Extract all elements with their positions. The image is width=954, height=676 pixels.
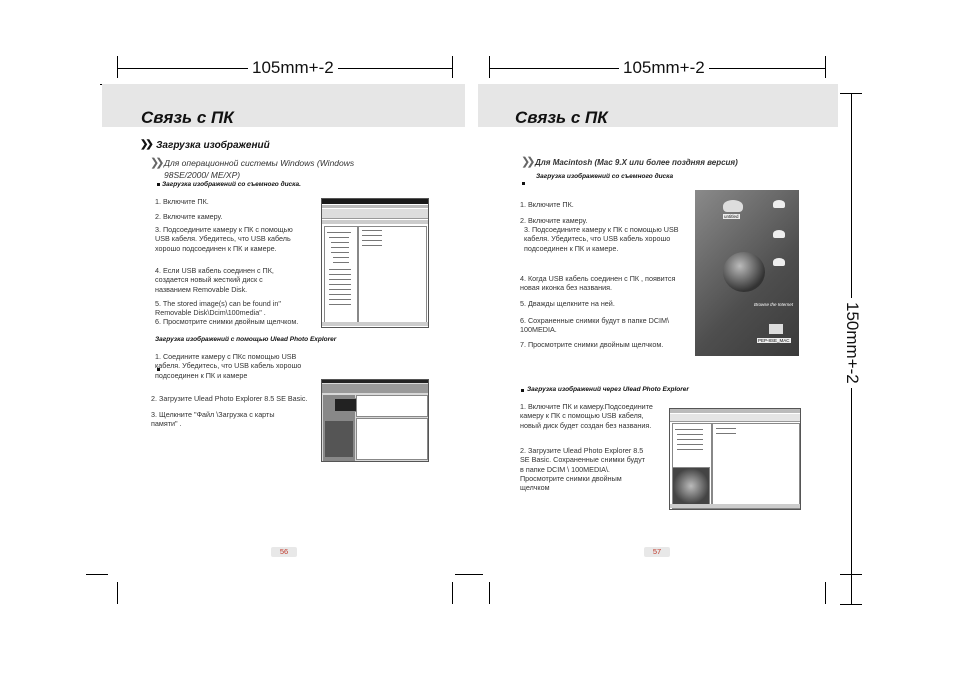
crop-mark — [489, 582, 490, 604]
left-section-heading: Загрузка изображений — [156, 140, 270, 151]
right-step-2: 2. Включите камеру. — [520, 216, 588, 225]
left-ulead-step-2: 2. Загрузите Ulead Photo Explorer 8.5 SE Basic. — [151, 394, 308, 403]
bullet-icon — [522, 182, 525, 185]
crop-mark — [86, 574, 108, 575]
windows-heading: Для операционной системы Windows (Windows 98SE/2000/ ME/XP) — [164, 158, 355, 180]
left-dimension-tick-l — [117, 56, 118, 78]
mac-disk-label: untitled — [724, 214, 739, 219]
right-step-5: 5. Дважды щелкните на ней. — [520, 299, 615, 308]
mac-chevron-icon: ❯❯ — [521, 156, 532, 168]
right-step-7: 7. Просмотрите снимки двойным щелчком. — [520, 340, 664, 349]
right-ulead-step-2: 2. Загрузите Ulead Photo Explorer 8.5 SE Basic. Сохраненные снимки будут в папке DCIM \ 100MEDIA\. Просмотрите снимки двойным щелчком — [520, 446, 645, 493]
left-dimension-tick-r — [452, 56, 453, 78]
side-dimension-tick-b — [840, 604, 862, 605]
drive-icon — [773, 258, 785, 266]
folder-icon — [769, 324, 783, 334]
right-ulead-step-1: 1. Включите ПК и камеру.Подсоедините камеру к ПК с помощью USB кабеля, новый диск будет создан без названия. — [520, 402, 653, 430]
right-removable-heading: Загрузка изображений со съемного диска — [536, 173, 674, 180]
bullet-icon — [521, 389, 524, 392]
right-dimension-tick-r — [825, 56, 826, 78]
bullet-icon — [157, 183, 160, 186]
ulead-explorer-screenshot — [321, 379, 429, 462]
left-step-2: 2. Включите камеру. — [155, 212, 223, 221]
windows-explorer-screenshot — [321, 198, 429, 328]
windows-chevron-icon: ❯❯ — [150, 157, 161, 169]
mac-heading: Для Macintosh (Mac 9.X или более поздняя версия) — [535, 158, 738, 167]
side-dimension-tick-t — [840, 93, 862, 94]
left-step-6: 6. Просмотрите снимки двойным щелчком. — [155, 317, 299, 326]
mac-desktop-screenshot — [695, 190, 799, 356]
right-step-1: 1. Включите ПК. — [520, 200, 574, 209]
crop-mark — [117, 582, 118, 604]
globe-icon — [723, 252, 765, 292]
ulead-heading: Загрузка изображений с помощью Ulead Photo Explorer — [155, 336, 337, 343]
left-page-title: Связь с ПК — [141, 108, 234, 127]
right-step-3: 3. Подсоедините камеру к ПК с помощью USB кабеля. Убедитесь, что USB кабель хорошо подсоединен к ПК и камере. — [524, 225, 679, 253]
drive-icon — [773, 230, 785, 238]
removable-heading: Загрузка изображений со съемного диска. — [162, 181, 301, 188]
right-step-6: 6. Сохраненные снимки будут в папке DCIM\ 100MEDIA. — [520, 316, 669, 335]
left-step-5: 5. The stored image(s) can be found in" Removable Disk\Dcim\100media" . — [155, 299, 281, 318]
right-ulead-heading: Загрузка изображений через Ulead Photo Explorer — [527, 386, 689, 393]
mac-browse-label: Browse the Internet — [754, 302, 794, 307]
right-page-title: Связь с ПК — [515, 108, 608, 127]
right-dimension-label: 105mm+-2 — [619, 58, 709, 78]
side-dimension-label: 150mm+-2 — [842, 298, 862, 388]
mac-hd-label: PEP-8SE_MAC — [758, 338, 790, 343]
crop-mark — [840, 574, 862, 575]
right-step-4: 4. Когда USB кабель соединен с ПК , появится новая иконка без названия. — [520, 274, 676, 293]
left-step-3: 3. Подсоедините камеру к ПК с помощью USB кабеля. Убедитесь, что USB кабель хорошо подсоединен к ПК и камере. — [155, 225, 293, 253]
left-ulead-step-3: 3. Щелкните "Файл \Загрузка с карты памяти" . — [151, 410, 275, 429]
left-ulead-step-1: 1. Соедините камеру с ПКс помощью USB кабеля. Убедитесь, что USB кабель хорошо подсоединен к ПК и камере — [155, 352, 302, 380]
disk-icon — [723, 200, 743, 212]
right-dimension-tick-l — [489, 56, 490, 78]
crop-mark — [452, 582, 453, 604]
left-step-4: 4. Если USB кабель соединен с ПК, создается новый жесткий диск с названием Removable Disk. — [155, 266, 274, 294]
drive-icon — [773, 200, 785, 208]
crop-mark — [455, 574, 483, 575]
left-page-number: 56 — [271, 547, 297, 557]
crop-mark — [825, 582, 826, 604]
left-step-1: 1. Включите ПК. — [155, 197, 209, 206]
right-page-number: 57 — [644, 547, 670, 557]
section-chevron-icon: ❯❯ — [140, 139, 151, 150]
left-dimension-label: 105mm+-2 — [248, 58, 338, 78]
ulead-mac-screenshot — [669, 408, 801, 510]
